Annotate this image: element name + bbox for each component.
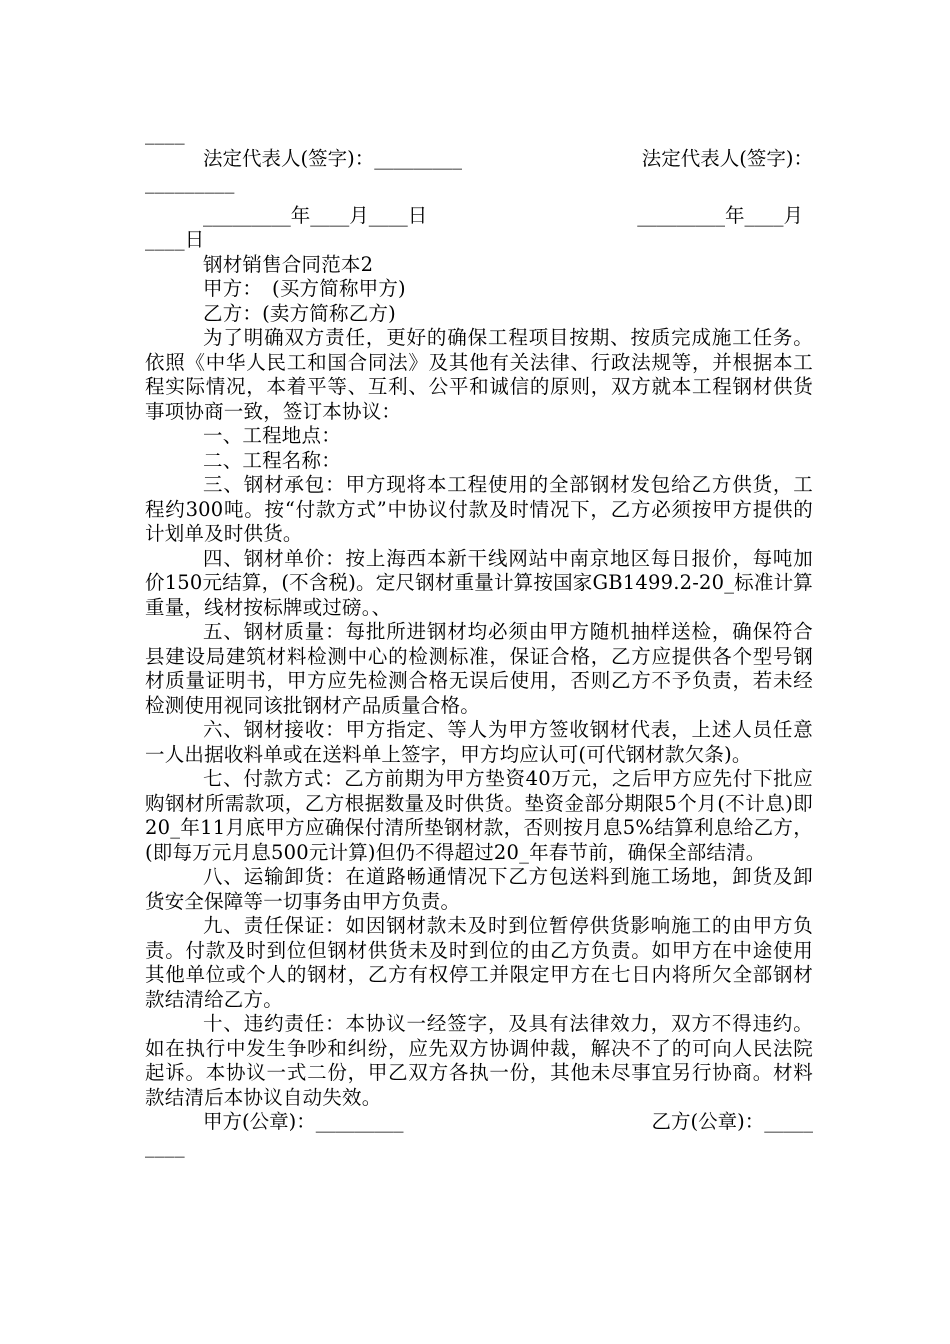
paragraph-transport: 八、运输卸货：在道路畅通情况下乙方包送料到施工场地，卸货及卸货安全保障等一切事务由甲方负责。 — [145, 865, 813, 913]
paragraph-contracting: 三、钢材承包：甲方现将本工程使用的全部钢材发包给乙方供货，工程约300吨。按“付款方式”中协议付款及时情况下，乙方必须按甲方提供的计划单及时供货。 — [145, 473, 813, 545]
contract-title: 钢材销售合同范本2 — [203, 252, 374, 276]
paragraph-receipt: 六、钢材接收：甲方指定、等人为甲方签收钢材代表，上述人员任意一人出据收料单或在送料单上签字，甲方均应认可(可代钢材款欠条)。 — [145, 718, 813, 766]
date-left: _________年____月____日 — [203, 203, 428, 227]
paragraph-preamble: 为了明确双方责任，更好的确保工程项目按期、按质完成施工任务。依照《中华人民工和国合同法》及其他有关法律、行政法规等，并根据本工程实际情况，本着平等、互利、公平和诚信的原则，双方就本工程钢材供货事项协商一致，签订本协议： — [145, 326, 813, 423]
legal-rep-signature-row — [145, 147, 813, 172]
legal-rep-right-tail: _________ — [145, 171, 235, 194]
date-row — [145, 204, 813, 229]
party-b: 乙方：(卖方简称乙方) — [203, 301, 396, 325]
paragraph-unit-price: 四、钢材单价：按上海西本新干线网站中南京地区每日报价，每吨加价150元结算，(不含税)。定尺钢材重量计算按国家GB1499.2-20_标准计算重量，线材按标牌或过磅。、 — [145, 546, 813, 619]
paragraph-breach: 十、违约责任：本协议一经签字，及具有法律效力，双方不得违约。如在执行中发生争吵和纠纷，应先双方协调仲裁，解决不了的可向人民法院起诉。本协议一式二份，甲乙双方各执一份，其他未尽事宜另行协商。材料款结清后本协议自动失效。 — [145, 1012, 813, 1109]
paragraph-quality: 五、钢材质量：每批所进钢材均必须由甲方随机抽样送检，确保符合县建设局建筑材料检测中心的检测标准，保证合格，乙方应提供各个型号钢材质量证明书，甲方应先检测合格无误后使用，否则乙方不予负责，若未经检测使用视同该批钢材产品质量合格。 — [145, 620, 813, 717]
document-page — [145, 122, 813, 1159]
legal-rep-right: 法定代表人(签字)： — [641, 146, 813, 170]
date-right-tail: ____日 — [145, 228, 205, 251]
paragraph-payment: 七、付款方式：乙方前期为甲方垫资40万元，之后甲方应先付下批应购钢材所需款项，乙方根据数量及时供货。垫资金部分期限5个月(不计息)即20_年11月底甲方应确保付清所垫钢材款，否则按月息5%结算利息给乙方，(即每万元月息500元计算)但仍不得超过20_年春节前，确保全部结清。 — [145, 767, 813, 864]
party-a: 甲方： (买方简称甲方) — [203, 277, 406, 300]
legal-rep-left: 法定代表人(签字)：_________ — [203, 146, 462, 170]
top-underline: ____ — [145, 122, 185, 145]
paragraph-project-name: 二、工程名称： — [203, 448, 341, 472]
date-right: _________年____月 — [637, 203, 803, 227]
seal-party-b: 乙方(公章)：_____ — [651, 1110, 813, 1133]
paragraph-site: 一、工程地点： — [203, 424, 341, 447]
paragraph-guarantee: 九、责任保证：如因钢材款未及时到位暂停供货影响施工的由甲方负责。付款及时到位但钢材供货未及时到位的由乙方负责。如甲方在中途使用其他单位或个人的钢材，乙方有权停工并限定甲方在七日内将所欠全部钢材款结清给乙方。 — [145, 914, 813, 1011]
seal-tail: ____ — [145, 1134, 185, 1158]
seal-party-a: 甲方(公章)：_________ — [203, 1110, 404, 1133]
seal-row — [145, 1110, 813, 1135]
